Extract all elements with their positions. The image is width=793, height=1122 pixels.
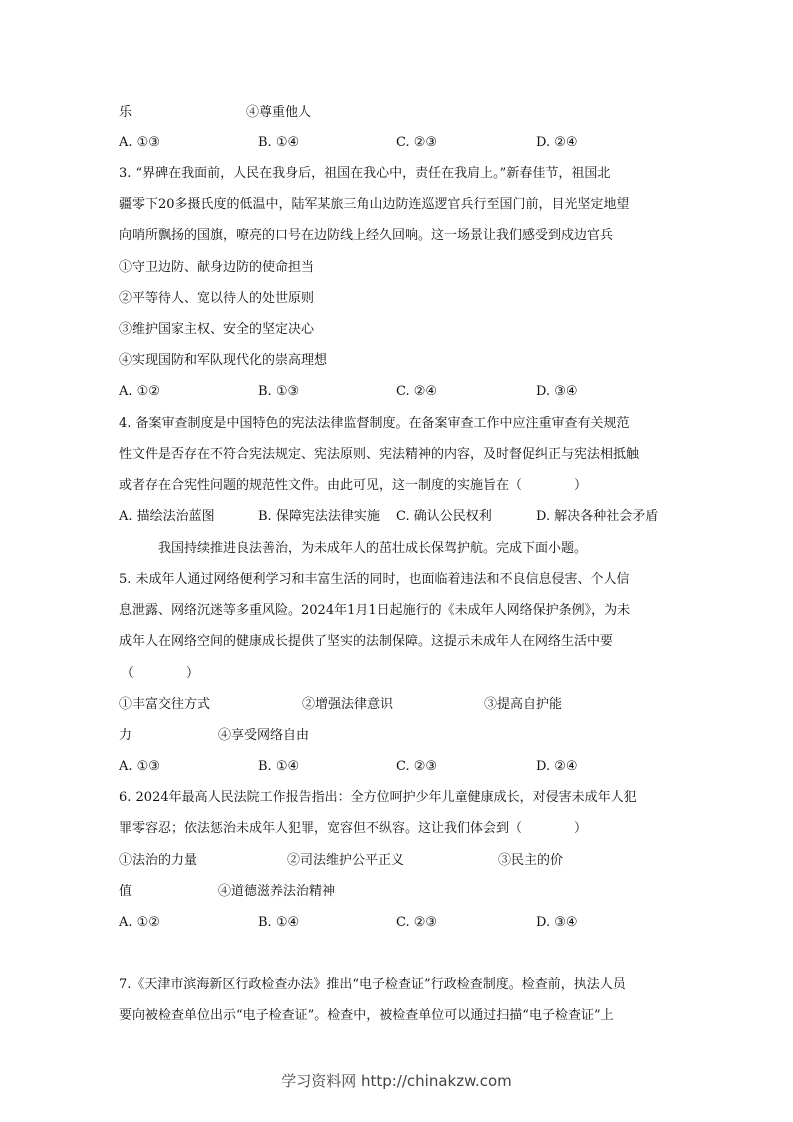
q3-option-d: D. ③④ bbox=[536, 384, 578, 399]
q6-item-2: ②司法维护公平正义 bbox=[287, 853, 405, 868]
q6-option-d: D. ③④ bbox=[536, 915, 578, 930]
q2-option-c: C. ②③ bbox=[396, 135, 438, 150]
q5-answer-blank: （ ） bbox=[121, 666, 200, 681]
q3-item-1: ①守卫边防、献身边防的使命担当 bbox=[119, 260, 315, 275]
q3-item-4: ④实现国防和军队现代化的崇高理想 bbox=[119, 353, 328, 368]
q2-item-4: ④尊重他人 bbox=[246, 105, 312, 120]
q5-item-4: ④享受网络自由 bbox=[218, 728, 310, 743]
q6-stem-line-2: 罪零容忍；依法惩治未成年人犯罪，宽容但不纵容。这让我们体会到（ ） bbox=[119, 821, 588, 836]
q3-item-2: ②平等待人、宽以待人的处世原则 bbox=[119, 291, 315, 306]
q7-stem-line-1: 7.《天津市滨海新区行政检查办法》推出“电子检查证”行政检查制度。检查前，执法人员 bbox=[119, 977, 626, 992]
q3-stem-line-3: 向哨所飘扬的国旗，嘹亮的口号在边防线上经久回响。这一场景让我们感受到戍边官兵 bbox=[119, 228, 614, 243]
q5-option-b: B. ①④ bbox=[258, 759, 300, 774]
q4-option-c: C. 确认公民权利 bbox=[396, 509, 492, 524]
q4-stem-line-1: 4. 备案审查制度是中国特色的宪法法律监督制度。在备案审查工作中应注重审查有关规范 bbox=[119, 416, 630, 431]
q3-stem-line-1: 3. “界碑在我面前，人民在我身后，祖国在我心中，责任在我肩上。”新春佳节，祖国北 bbox=[119, 166, 611, 181]
q3-option-c: C. ②④ bbox=[396, 384, 438, 399]
q6-item-3: ③民主的价 bbox=[498, 853, 564, 868]
q3-item-3: ③维护国家主权、安全的坚定决心 bbox=[119, 322, 315, 337]
q5-stem-line-1: 5. 未成年人通过网络便利学习和丰富生活的同时，也面临着违法和不良信息侵害、个人信 bbox=[119, 572, 630, 587]
q5-option-a: A. ①③ bbox=[119, 759, 160, 774]
q4-stem-line-3: 或者存在合宪性问题的规范性文件。由此可见，这一制度的实施旨在（ ） bbox=[119, 478, 588, 493]
q3-option-b: B. ①③ bbox=[258, 384, 300, 399]
q5-item-1: ①丰富交往方式 bbox=[119, 697, 211, 712]
q6-option-c: C. ②③ bbox=[396, 915, 438, 930]
footer-watermark: 学习资料网 http://chinakzw.com bbox=[281, 1072, 512, 1090]
q6-stem-line-1: 6. 2024年最高人民法院工作报告指出：全方位呵护少年儿童健康成长，对侵害未成年人犯 bbox=[119, 790, 637, 805]
q4-option-a: A. 描绘法治蓝图 bbox=[119, 509, 215, 524]
q6-item-4: ④道德滋养法治精神 bbox=[218, 884, 336, 899]
q3-stem-line-2: 疆零下20多摄氏度的低温中，陆军某旅三角山边防连巡逻官兵行至国门前，目光坚定地望 bbox=[119, 197, 630, 212]
q5-option-c: C. ②③ bbox=[396, 759, 438, 774]
q5-option-d: D. ②④ bbox=[536, 759, 578, 774]
q2-option-d: D. ②④ bbox=[536, 135, 578, 150]
q6-option-b: B. ①④ bbox=[258, 915, 300, 930]
q2-item-fragment: 乐 bbox=[119, 105, 133, 120]
q6-item-3-wrap: 值 bbox=[119, 884, 133, 899]
q6-option-a: A. ①② bbox=[119, 915, 160, 930]
q2-option-b: B. ①④ bbox=[258, 135, 300, 150]
q5-stem-line-3: 成年人在网络空间的健康成长提供了坚实的法制保障。这提示未成年人在网络生活中要 bbox=[119, 634, 614, 649]
q7-stem-line-2: 要向被检查单位出示“电子检查证”。检查中，被检查单位可以通过扫描“电子检查证”上 bbox=[119, 1008, 614, 1023]
q6-item-1: ①法治的力量 bbox=[119, 853, 198, 868]
q5-item-2: ②增强法律意识 bbox=[302, 697, 394, 712]
q5-item-3: ③提高自护能 bbox=[484, 697, 563, 712]
q3-option-a: A. ①② bbox=[119, 384, 160, 399]
q4-stem-line-2: 性文件是否存在不符合宪法规定、宪法原则、宪法精神的内容，及时督促纠正与宪法相抵触 bbox=[119, 447, 640, 462]
q5-item-3-wrap: 力 bbox=[119, 728, 133, 743]
q4-option-d: D. 解决各种社会矛盾 bbox=[536, 509, 659, 524]
q2-option-a: A. ①③ bbox=[119, 135, 160, 150]
section-intro: 我国持续推进良法善治，为未成年人的茁壮成长保驾护航。完成下面小题。 bbox=[158, 541, 588, 556]
q5-stem-line-2: 息泄露、网络沉迷等多重风险。2024年1月1日起施行的《未成年人网络保护条例》，为未 bbox=[119, 603, 631, 618]
q4-option-b: B. 保障宪法法律实施 bbox=[258, 509, 380, 524]
